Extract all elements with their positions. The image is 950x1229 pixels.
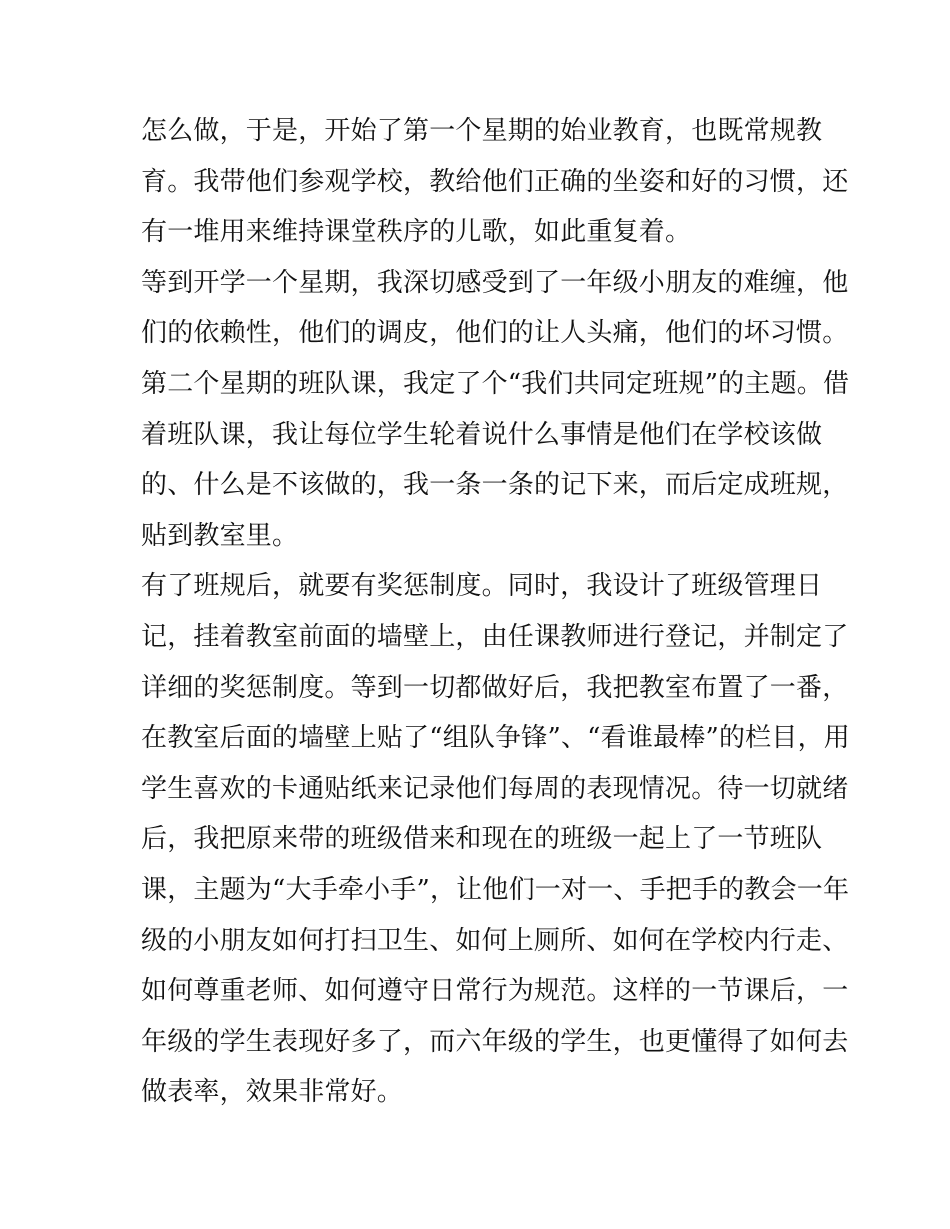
text-line: 课，主题为“大手牵小手”，让他们一对一、手把手的教会一年 — [141, 874, 850, 905]
text-line: 等到开学一个星期，我深切感受到了一年级小朋友的难缠，他 — [141, 267, 849, 298]
text-line: 有了班规后，就要有奖惩制度。同时，我设计了班级管理日 — [141, 571, 823, 602]
text-line: 育。我带他们参观学校，教给他们正确的坐姿和好的习惯，还 — [141, 166, 849, 197]
text-line: 第二个星期的班队课，我定了个“我们共同定班规”的主题。借 — [141, 368, 850, 399]
text-line: 记，挂着教室前面的墙壁上，由任课教师进行登记，并制定了 — [141, 621, 849, 652]
text-line: 怎么做，于是，开始了第一个星期的始业教育，也既常规教 — [141, 116, 823, 146]
text-line: 着班队课，我让每位学生轮着说什么事情是他们在学校该做 — [141, 419, 823, 450]
text-line: 级的小朋友如何打扫卫生、如何上厕所、如何在学校内行走、 — [141, 925, 849, 956]
text-line: 在教室后面的墙壁上贴了“组队争锋”、“看谁最棒”的栏目，用 — [141, 723, 850, 754]
text-line: 贴到教室里。 — [141, 520, 299, 551]
text-line: 年级的学生表现好多了，而六年级的学生，也更懂得了如何去 — [141, 1026, 849, 1057]
text-line: 有一堆用来维持课堂秩序的儿歌，如此重复着。 — [141, 217, 692, 248]
text-line: 后，我把原来带的班级借来和现在的班级一起上了一节班队 — [141, 824, 823, 855]
text-line: 的、什么是不该做的，我一条一条的记下来，而后定成班规， — [141, 470, 849, 501]
text-line: 如何尊重老师、如何遵守日常行为规范。这样的一节课后，一 — [141, 976, 849, 1007]
text-line: 详细的奖惩制度。等到一切都做好后，我把教室布置了一番， — [141, 672, 849, 703]
text-line: 学生喜欢的卡通贴纸来记录他们每周的表现情况。待一切就绪 — [141, 773, 849, 804]
text-line: 们的依赖性，他们的调皮，他们的让人头痛，他们的坏习惯。 — [141, 318, 849, 349]
text-line: 做表率，效果非常好。 — [141, 1077, 404, 1108]
body-text — [141, 106, 850, 1118]
